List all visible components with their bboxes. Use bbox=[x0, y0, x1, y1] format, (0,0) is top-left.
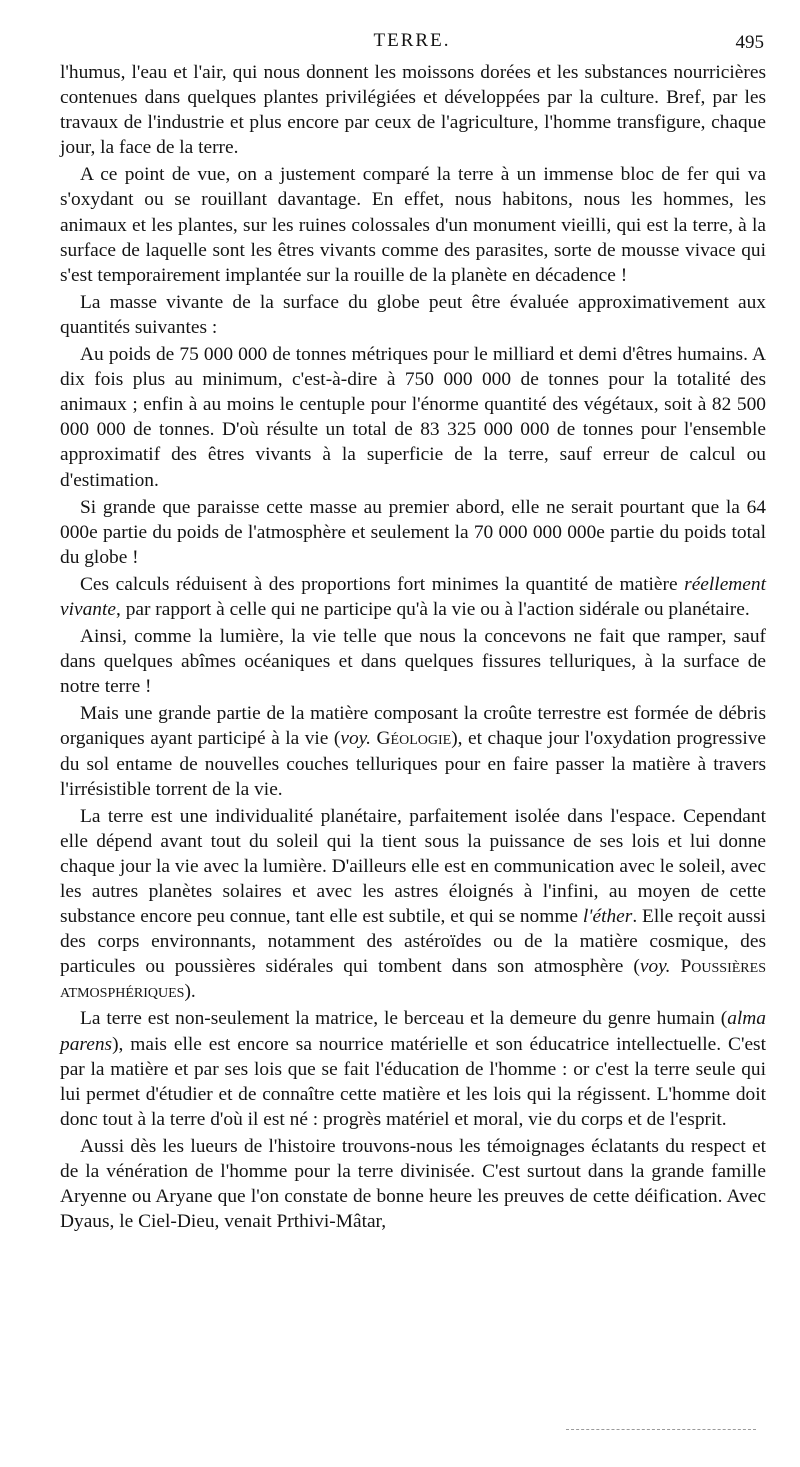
paragraph-10: La terre est non-seulement la matrice, le berceau et la demeure du genre humain (alma parens), mais elle est encore sa nourrice matérielle et son éducatrice intellectuelle. C'est par la matière et par ses lois que se fait l'éducation de l'homme : or c'est la terre seule qui lui permet d'étudier et de connaître cette matière et les lois qui la régissent. L'homme doit donc tout à la terre d'où il est né : progrès matériel et moral, vie du corps et de l'esprit. bbox=[60, 1008, 766, 1130]
paragraph-8: Mais une grande partie de la matière composant la croûte terrestre est formée de débris organiques ayant participé à la vie (voy. Géologie), et chaque jour l'oxydation progressive du sol entame de nouvelles couches telluriques pour en faire passer la matière à travers l'irrésistible torrent de la vie. bbox=[60, 703, 767, 800]
paragraph-4: Au poids de 75 000 000 de tonnes métriques pour le milliard et demi d'êtres humains. A dix fois plus au minimum, c'est-à-dire à 750 000 000 de tonnes pour la totalité des animaux ; enfin à au moins le centuple pour l'énorme quantité des végétaux, soit à 82 500 000 000 de tonnes. D'où résulte un total de 83 325 000 000 de tonnes pour l'ensemble approximatif des êtres vivants à la superficie de la terre, sauf erreur de calcul ou d'estimation. bbox=[60, 344, 766, 491]
page-number: 495 bbox=[735, 32, 764, 53]
paragraph-5: Si grande que paraisse cette masse au premier abord, elle ne serait pourtant que la 64 000e partie du poids de l'atmosphère et seulement la 70 000 000 000e partie du poids total du globe ! bbox=[60, 496, 766, 568]
see-reference: voy. bbox=[340, 728, 372, 750]
body-text bbox=[60, 60, 766, 1236]
italic-term: réellement vivante bbox=[60, 573, 766, 620]
paragraph-9: La terre est une individualité planétaire, parfaitement isolée dans l'espace. Cependant elle dépend avant tout du soleil qui la tient sous la puissance de ses lois et lui donne chaque jour la vie avec la lumière. D'ailleurs elle est en communication avec le soleil, avec les autres planètes solaires et avec les astres éloignés à l'infini, au moyen de cette substance encore peu connue, tant elle est subtile, et qui se nomme l'éther. Elle reçoit aussi des corps environnants, notamment des astéroïdes ou de la matière cosmique, des particules ou poussières sidérales qui tombent dans son atmosphère (voy. Poussières atmosphériques). bbox=[60, 805, 767, 1003]
latin-phrase: alma parens bbox=[60, 1008, 766, 1055]
italic-term: l'éther bbox=[582, 906, 633, 928]
cross-reference: Poussières atmosphériques bbox=[60, 956, 766, 1003]
page-header bbox=[60, 30, 764, 54]
cross-reference: Géologie bbox=[371, 728, 452, 750]
paragraph-7: Ainsi, comme la lumière, la vie telle que nous la concevons ne fait que ramper, sauf dans quelques abîmes océaniques et dans quelques fissures telluriques, à la surface de notre terre ! bbox=[60, 626, 766, 698]
running-title: TERRE. bbox=[373, 30, 451, 51]
paragraph-11: Aussi dès les lueurs de l'histoire trouvons-nous les témoignages éclatants du respect et de la vénération de l'homme pour la terre divinisée. C'est surtout dans la grande famille Aryenne ou Aryane que l'on constate de bonne heure les preuves de cette déification. Avec Dyaus, le Ciel-Dieu, venait Prthivi-Mâtar, bbox=[60, 1135, 766, 1233]
paragraph-1: l'humus, l'eau et l'air, qui nous donnent les moissons dorées et les substances nourricières contenues dans quelques plantes privilégiées et développées par la culture. Bref, par les travaux de l'industrie et plus encore par ceux de l'agriculture, l'homme transfigure, chaque jour, la face de la terre. bbox=[60, 62, 766, 159]
paragraph-3: La masse vivante de la surface du globe peut être évaluée approximativement aux quantités suivantes : bbox=[60, 291, 766, 338]
paragraph-2: A ce point de vue, on a justement comparé la terre à un immense bloc de fer qui va s'oxydant ou se rouillant davantage. En effet, nous habitons, nous les hommes, les animaux et les plantes, sur les ruines colossales d'un monument vieilli, qui est la terre, à la surface de laquelle sont les êtres vivants comme des parasites, sorte de mousse vivace qui s'est temporairement implantée sur la rouille de la planète en décadence ! bbox=[60, 164, 766, 286]
see-reference: voy. bbox=[639, 956, 671, 978]
footer-rule bbox=[566, 1429, 756, 1430]
paragraph-6: Ces calculs réduisent à des proportions fort minimes la quantité de matière réellement vivante, par rapport à celle qui ne participe qu'à la vie ou à l'action sidérale ou planétaire. bbox=[60, 573, 766, 620]
